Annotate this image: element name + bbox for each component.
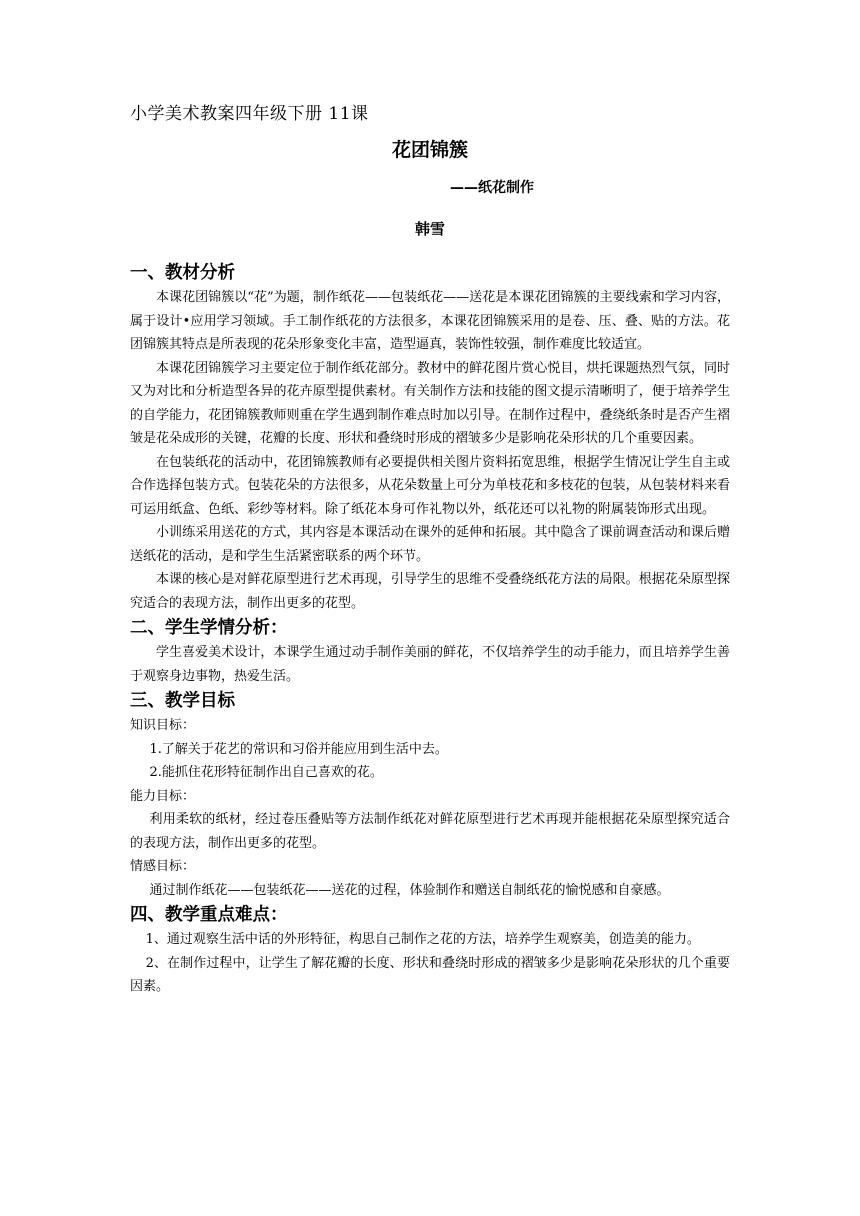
paragraph: 本课花团锦簇学习主要定位于制作纸花部分。教材中的鲜花图片赏心悦目，烘托课题热烈气氛，同时又为对比和分析造型各异的花卉原型提供素材。有关制作方法和技能的图文提示清晰明了，便于培养学生的自学能力，花团锦簇教师则重在学生遇到制作难点时加以引导。在制作过程中，叠绕纸条时是否产生褶皱是花朵成形的关键，花瓣的长度、形状和叠绕时形成的褶皱多少是影响花朵形状的几个重要因素。 (130, 360, 730, 446)
emotion-goal-label: 情感目标： (130, 859, 196, 874)
section-heading-key-points: 四、教学重点难点： (130, 905, 288, 925)
paragraph: 小训练采用送花的方式，其内容是本课活动在课外的延伸和拓展。其中隐含了课前调查活动和课后赠送纸花的活动，是和学生生活紧密联系的两个环节。 (130, 525, 730, 564)
section-heading-students: 二、学生学情分析： (130, 618, 288, 638)
document-title: 花团锦簇 (391, 139, 468, 161)
document-page (130, 100, 730, 999)
emotion-goal-text: 通过制作纸花——包装纸花——送花的过程，体验制作和赠送自制纸花的愉悦感和自豪感。 (149, 882, 670, 898)
knowledge-goal-item: 1.了解关于花艺的常识和习俗并能应用到生活中去。 (149, 741, 448, 757)
paragraph: 本课花团锦簇以“花”为题，制作纸花——包装纸花——送花是本课花团锦簇的主要线索和学习内容，属于设计•应用学习领域。手工制作纸花的方法很多，本课花团锦簇采用的是卷、压、叠、贴的方法。花团锦簇其特点是所表现的花朵形象变化丰富，造型逼真，装饰性较强，制作难度比较适宜。 (130, 290, 730, 352)
paragraph: 2、在制作过程中，让学生了解花瓣的长度、形状和叠绕时形成的褶皱多少是影响花朵形状的几个重要因素。 (130, 955, 730, 994)
author-name: 韩雪 (414, 220, 445, 238)
paragraph: 本课的核心是对鲜花原型进行艺术再现，引导学生的思维不受叠绕纸花方法的局限。根据花朵原型探究适合的表现方法，制作出更多的花型。 (130, 572, 730, 611)
course-line: 小学美术教案四年级下册 11课 (130, 104, 369, 124)
ability-goal-text: 利用柔软的纸材，经过卷压叠贴等方法制作纸花对鲜花原型进行艺术再现并能根据花朵原型探究适合的表现方法，制作出更多的花型。 (130, 812, 730, 851)
knowledge-goal-item: 2.能抓住花形特征制作出自己喜欢的花。 (149, 765, 383, 780)
paragraph: 在包装纸花的活动中，花团锦簇教师有必要提供相关图片资料拓宽思维，根据学生情况让学生自主或合作选择包装方式。包装花朵的方法很多，从花朵数量上可分为单枝花和多枝花的包装，从包装材料来看可运用纸盒、色纸、彩纱等材料。除了纸花本身可作礼物以外，纸花还可以礼物的附属装饰形式出现。 (130, 454, 730, 517)
paragraph: 1、通过观察生活中话的外形特征，构思自己制作之花的方法，培养学生观察美，创造美的能力。 (145, 932, 700, 947)
ability-goal-label: 能力目标： (130, 788, 196, 804)
document-subtitle: ——纸花制作 (450, 180, 534, 196)
section-heading-goals: 三、教学目标 (130, 691, 235, 711)
knowledge-goal-label: 知识目标： (130, 718, 196, 733)
section-heading-materials: 一、教材分析 (130, 263, 235, 283)
paragraph: 学生喜爱美术设计，本课学生通过动手制作美丽的鲜花，不仅培养学生的动手能力，而且培养学生善于观察身边事物，热爱生活。 (130, 645, 730, 684)
